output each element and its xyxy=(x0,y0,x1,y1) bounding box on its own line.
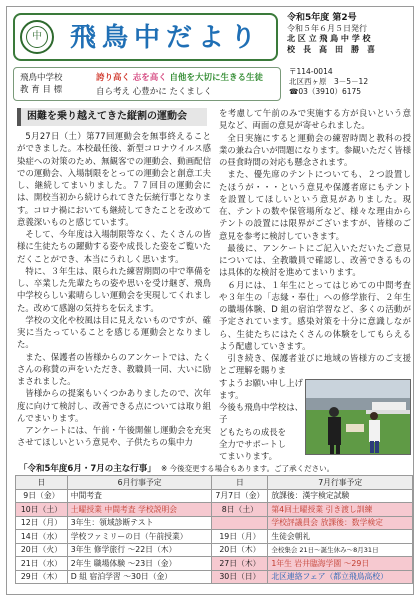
publisher-school: 北 区 立 飛 鳥 中 学 校 xyxy=(287,34,371,43)
july-date: 20日（木） xyxy=(212,543,268,557)
table-row xyxy=(16,543,413,557)
postal-code: 〒114-0014 xyxy=(289,67,333,76)
article-paragraph: そして、今年度は入場制限等なく、たくさんの皆様に生徒たちの躍動する姿や成長した姿をご覧いただくことができ、本当にうれしく思います。 xyxy=(17,229,211,264)
goals-school: 飛鳥中学校 xyxy=(20,73,63,83)
schedule-header-row xyxy=(16,476,413,490)
publication-info xyxy=(287,13,411,55)
photo-illustration xyxy=(306,380,411,455)
goals-line-1 xyxy=(96,72,263,84)
goals-label: 教 育 目 標 xyxy=(20,85,63,95)
july-date: 19日（月） xyxy=(212,530,268,544)
street-address: 北区西ヶ原 3－5－12 xyxy=(289,77,369,86)
july-event: 学校評議員会 放課後：数学検定 xyxy=(268,516,413,530)
june-event: 2年生 職場体験 ～23日（金） xyxy=(67,557,212,571)
school-address xyxy=(289,67,411,97)
tail-line: てまいります。 xyxy=(219,451,277,460)
tail-line: 全力でサポートし xyxy=(219,438,286,449)
school-emblem-icon xyxy=(20,20,54,54)
article-paragraph: を考慮して午前のみで実施する方が良いという意見など、両面の意見が寄せられました。 xyxy=(219,108,411,131)
tail-line: すようお願い申し上げます。 xyxy=(219,377,303,400)
education-goals xyxy=(13,67,281,101)
june-event: 3年生 修学旅行 ～22日（木） xyxy=(67,543,212,557)
goal-item-5: 心豊かに xyxy=(132,87,167,97)
july-event: 全校集会 21日～誕生休み～8月31日 xyxy=(268,543,413,557)
table-row xyxy=(16,489,413,503)
newsletter-page xyxy=(6,6,414,595)
article-paragraph: 特に、３年生は、限られた練習期間の中で準備をし、卒業した先輩たちの姿や思いを受け継ぎ、飛鳥中学校らしい素晴らしい運動会を実現してくれました。改めて感謝の気持ちを伝えます。 xyxy=(17,265,211,313)
july-date: 30日（日） xyxy=(212,570,268,584)
table-row xyxy=(16,570,413,584)
july-date: 8日（土） xyxy=(212,503,268,517)
article-paragraph: ６月には、１年生にとってはじめての中間考査や３年生の「志縁・奉仕」への修学旅行、２年生の職場体験、D 組の宿泊学習など、多くの活動が予定されています。感染対策を十分に意識しながら、生徒たちにはたくさんの体験をしてもらえるよう配慮していきます。 xyxy=(219,279,411,351)
july-date-header: 日 xyxy=(212,476,268,490)
goal-item-2: 志を高く xyxy=(132,73,167,83)
goal-item-3: 自他を大切に生きる生徒 xyxy=(169,73,263,83)
june-date-header: 日 xyxy=(16,476,68,490)
july-event: 北区連絡フェア（都立飛鳥高校） xyxy=(268,570,413,584)
tail-line: どもたちの成長を xyxy=(219,426,286,437)
table-row xyxy=(16,503,413,517)
goals-line-2 xyxy=(96,86,212,98)
june-date: 12日（月） xyxy=(16,516,68,530)
july-event: 生徒会朝礼 xyxy=(268,530,413,544)
article-paragraph: 引き続き、保護者並びに地域の皆様方のご支援とご理解を賜りま xyxy=(219,353,411,376)
june-event: 3年生：領域診断テスト xyxy=(67,516,212,530)
phone-number: ☎03（3910）6175 xyxy=(289,87,362,96)
july-event: 放課後：漢字検定試験 xyxy=(268,489,413,503)
june-event: 学校ファミリーの日（午前授業） xyxy=(67,530,212,544)
table-row xyxy=(16,557,413,571)
article-paragraph: また、優先席のテントについても、２つ設置したほうが・・・という意見や保護者席にもテントを設置してほしいという意見がありました。現在、テントの数や保管場所など、様々な理由からテントの設置には限界がございますが、皆様のご意見を参考に検討していきます。 xyxy=(219,169,411,241)
article-paragraph: 最後に、アンケートにご記入いただいたご意見については、全教職員で確認し、改善できるものは具体的な検討を進めてまいります。 xyxy=(219,242,411,278)
principal-name: 校 長 高 田 勝 喜 xyxy=(287,44,375,54)
july-date: 7月7日（金） xyxy=(212,489,268,503)
june-date: 10日（土） xyxy=(16,503,68,517)
june-date: 21日（水） xyxy=(16,557,68,571)
schedule-table xyxy=(15,475,413,584)
table-row xyxy=(16,516,413,530)
june-date: 20日（火） xyxy=(16,543,68,557)
schedule-title: 「令和5年度6月・7月の主な行事」 xyxy=(19,464,156,474)
schedule-note: ※ 今後変更する場合もあります。ご了承ください。 xyxy=(161,464,335,473)
table-row xyxy=(16,530,413,544)
june-events-header: 6月行事予定 xyxy=(67,476,212,490)
emblem-letter: 中 xyxy=(26,26,48,48)
article-paragraph: 学校の文化や校風は目に見えないものですが、確実に当たっていることを感じる運動会となりました。 xyxy=(17,314,211,350)
july-event: 第4回土曜授業 引き渡し訓練 xyxy=(268,503,413,517)
july-date: 27日（木） xyxy=(212,557,268,571)
sports-day-photo xyxy=(305,379,411,455)
publish-date: 令和５年６月５日発行 xyxy=(287,23,367,33)
july-events-header: 7月行事予定 xyxy=(268,476,413,490)
june-date: 14日（水） xyxy=(16,530,68,544)
goal-item-6: たくましく xyxy=(169,87,212,97)
article-column-left xyxy=(17,130,211,460)
title-banner xyxy=(13,13,278,61)
june-event: 土曜授業 中間考査 学校説明会 xyxy=(67,503,212,517)
article-paragraph: 5月27日（土）第77回運動会を無事終えることができました。本校最任後、新型コロナウイルス感染症への対策のため、無観客での運動会、動画配信での運動会、入場制限をとっての運動会と創意工夫し、継続してまいりました。７７回目の運動会には、開校当初から続けられてきた伝統行事となります。コロナ禍においても継続してきたことを改めて意義深いものと感じています。 xyxy=(17,131,211,227)
june-date: 29日（木） xyxy=(16,570,68,584)
goal-item-1: 誇り高く xyxy=(96,73,131,83)
july-date xyxy=(212,516,268,530)
article-tail xyxy=(219,377,303,461)
article-paragraph: アンケートには、午前・午後開催し運動会を充実させてほしいという意見や、子供たちの集中力 xyxy=(17,425,211,448)
june-event: 中間考査 xyxy=(67,489,212,503)
issue-number: 令和5年度 第2号 xyxy=(287,13,357,23)
july-event: 1年生 岩井臨海学園 ～29日 xyxy=(268,557,413,571)
tail-line: 今後も飛鳥中学校は、子 xyxy=(219,402,303,425)
newsletter-title: 飛鳥中だより xyxy=(70,23,263,53)
article-paragraph: また、保護者の皆様からのアンケートでは、たくさんの称賛の声をいただき、教職員一同、大いに励まされました。 xyxy=(17,351,211,386)
article-paragraph: 全日実施にすると運動会の練習時間と教科の授業の兼ね合いが問題になります。参観いただく皆様の昼食時間の対応も懸念されます。 xyxy=(219,132,411,167)
goal-item-4: 自ら考え xyxy=(96,87,131,97)
article-paragraph: 皆様からの提案もいくつかありましたので、次年度に向けて検討し、改善できる点については取り組んでまいります。 xyxy=(17,388,211,423)
june-date: 9日（金） xyxy=(16,489,68,503)
june-event: D 組 宿泊学習 ～30日（金） xyxy=(67,570,212,584)
schedule-heading xyxy=(15,461,413,475)
article-heading: 困難を乗り越えてきた縦割の運動会 xyxy=(17,108,207,126)
